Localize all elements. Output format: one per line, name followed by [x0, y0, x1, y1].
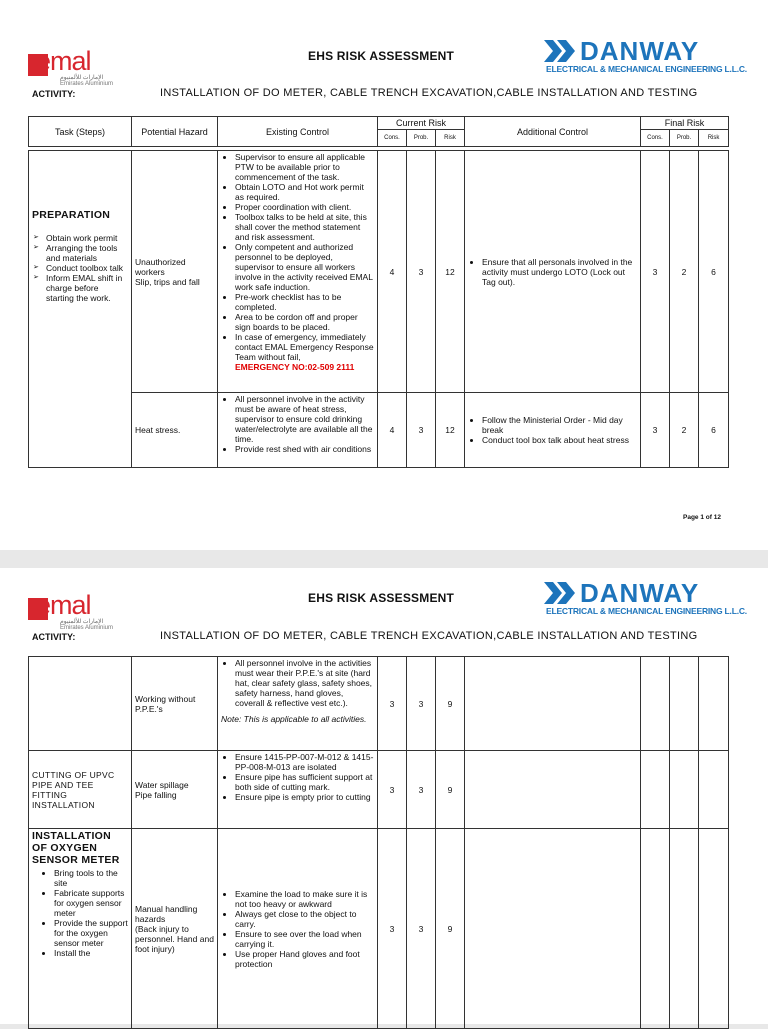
additional-control-cell [465, 151, 641, 393]
existing-control-cell [218, 657, 378, 751]
table-row [29, 829, 729, 1029]
control-item: • Proper coordination with client. [235, 202, 374, 212]
col-fin-prob: Prob. [670, 130, 699, 147]
document-page-2 [0, 568, 768, 1024]
control-item: • Supervisor to ensure all applicable PTW to be available prior to commencement of the task. [235, 152, 374, 182]
control-item: • Area to be cordon off and proper sign boards to be placed. [235, 312, 374, 332]
final-cons [641, 829, 670, 1029]
task-step: • Fabricate supports for oxygen sensor meter [54, 888, 128, 918]
control-item: • In case of emergency, immediately contact EMAL Emergency Response Team without fail, [235, 332, 374, 362]
control-item: • Examine the load to make sure it is not too heavy or awkward [235, 889, 374, 909]
col-cur-cons: Cons. [378, 130, 407, 147]
additional-item: • Ensure that all personals involved in the activity must undergo LOTO (Lock out Tag out). [482, 257, 637, 287]
table-header-row [29, 117, 729, 130]
document-subtitle: INSTALLATION OF DO METER, CABLE TRENCH EXCAVATION,CABLE INSTALLATION AND TESTING [160, 87, 698, 99]
control-item: • Pre-work checklist has to be completed. [235, 292, 374, 312]
final-prob [670, 829, 699, 1029]
control-item: • All personnel involve in the activity must be aware of heat stress, supervisor to ensure cold drinking water/electrolyte are available all the time. [235, 394, 374, 444]
col-task: Task (Steps) [29, 117, 132, 147]
current-cons: 3 [378, 829, 407, 1029]
document-subtitle: INSTALLATION OF DO METER, CABLE TRENCH EXCAVATION,CABLE INSTALLATION AND TESTING [160, 630, 698, 642]
final-prob: 2 [670, 151, 699, 393]
additional-control-cell [465, 393, 641, 468]
table-row [29, 151, 729, 393]
col-cur-risk: Risk [436, 130, 465, 147]
current-prob: 3 [407, 393, 436, 468]
additional-control-cell [465, 751, 641, 829]
final-cons [641, 657, 670, 751]
control-item: • Provide rest shed with air conditions [235, 444, 374, 454]
task-step: ➢ Arranging the tools and materials [46, 243, 128, 263]
task-step: • Install the [54, 948, 128, 958]
current-risk: 9 [436, 751, 465, 829]
col-fin-cons: Cons. [641, 130, 670, 147]
final-risk: 6 [699, 151, 729, 393]
task-step: • Provide the support for the oxygen sensor meter [54, 918, 128, 948]
control-item: • Obtain LOTO and Hot work permit as required. [235, 182, 374, 202]
task-step: ➢ Inform EMAL shift in charge before starting the work. [46, 273, 128, 303]
col-fin-risk: Risk [699, 130, 729, 147]
control-item: • Ensure to see over the load when carrying it. [235, 929, 374, 949]
current-cons: 4 [378, 393, 407, 468]
col-additional-control: Additional Control [465, 117, 641, 147]
task-step: ➢ Obtain work permit [46, 233, 128, 243]
hazard-cell: Working without P.P.E.'s [132, 657, 218, 751]
danway-logo-name: DANWAY [580, 578, 700, 608]
task-title: CUTTING OF UPVC PIPE AND TEE FITTING INSTALLATION [29, 751, 132, 829]
danway-chevron-icon [544, 40, 578, 62]
final-cons: 3 [641, 393, 670, 468]
final-prob [670, 751, 699, 829]
existing-control-cell [218, 829, 378, 1029]
current-risk: 9 [436, 657, 465, 751]
danway-logo-tagline: ELECTRICAL & MECHANICAL ENGINEERING L.L.C. [546, 64, 747, 74]
table-row [29, 393, 729, 468]
document-title: EHS RISK ASSESSMENT [308, 591, 455, 605]
control-item: • Ensure pipe has sufficient support at both side of cutting mark. [235, 772, 374, 792]
current-risk: 12 [436, 151, 465, 393]
current-risk: 12 [436, 393, 465, 468]
risk-assessment-table [28, 116, 729, 468]
task-title: PREPARATION [32, 209, 111, 221]
final-prob [670, 657, 699, 751]
hazard-cell: Water spillage Pipe falling [132, 751, 218, 829]
current-prob: 3 [407, 151, 436, 393]
hazard-cell: Unauthorized workers Slip, trips and fall [132, 151, 218, 393]
danway-logo-name: DANWAY [580, 36, 700, 66]
final-cons [641, 751, 670, 829]
task-step: ➢ Conduct toolbox talk [46, 263, 128, 273]
activity-label: ACTIVITY: [32, 632, 76, 642]
current-prob: 3 [407, 751, 436, 829]
final-prob: 2 [670, 393, 699, 468]
col-cur-prob: Prob. [407, 130, 436, 147]
col-current-risk: Current Risk [378, 117, 465, 130]
document-title: EHS RISK ASSESSMENT [308, 49, 455, 63]
emergency-number: EMERGENCY NO:02-509 2111 [235, 362, 355, 372]
existing-control-cell [218, 151, 378, 393]
control-item: • Only competent and authorized personnel to be deployed, supervisor to ensure all workers involve in the activity received EMAL work safe induction. [235, 242, 374, 292]
task-step: • Bring tools to the site [54, 868, 128, 888]
existing-control-cell [218, 751, 378, 829]
risk-assessment-table-continued [28, 656, 729, 1029]
final-risk [699, 829, 729, 1029]
emal-logo-english: Emirates Aluminium [60, 81, 114, 87]
existing-control-cell [218, 393, 378, 468]
current-prob: 3 [407, 829, 436, 1029]
task-cell [29, 657, 132, 751]
emal-logo-word: emal [36, 590, 91, 620]
control-item: • Toolbox talks to be held at site, this shall cover the method statement and risk assessment. [235, 212, 374, 242]
hazard-cell: Manual handling hazards (Back injury to personnel. Hand and foot injury) [132, 829, 218, 1029]
emal-logo-word: emal [36, 46, 91, 76]
current-cons: 4 [378, 151, 407, 393]
task-title: INSTALLATION OF OXYGEN SENSOR METER [32, 830, 120, 866]
danway-logo [544, 578, 747, 624]
emal-logo [28, 590, 114, 632]
emal-logo-arabic: الإمارات للألمنيوم [60, 75, 104, 81]
table-row [29, 657, 729, 751]
task-cell [29, 151, 132, 468]
control-note: Note: This is applicable to all activities. [221, 714, 367, 724]
activity-label: ACTIVITY: [32, 89, 76, 99]
current-prob: 3 [407, 657, 436, 751]
emal-logo-arabic: الإمارات للألمنيوم [60, 619, 104, 625]
danway-logo-tagline: ELECTRICAL & MECHANICAL ENGINEERING L.L.C. [546, 606, 747, 616]
col-hazard: Potential Hazard [132, 117, 218, 147]
final-risk: 6 [699, 393, 729, 468]
control-item: • Ensure pipe is empty prior to cutting [235, 792, 374, 802]
current-risk: 9 [436, 829, 465, 1029]
danway-chevron-icon [544, 582, 578, 604]
control-item: • Always get close to the object to carry. [235, 909, 374, 929]
emal-logo-english: Emirates Aluminium [60, 625, 114, 631]
additional-control-cell [465, 657, 641, 751]
additional-item: • Conduct tool box talk about heat stress [482, 435, 637, 445]
control-item: • Use proper Hand gloves and foot protection [235, 949, 374, 969]
final-risk [699, 657, 729, 751]
additional-control-cell [465, 829, 641, 1029]
control-item: • All personnel involve in the activities must wear their P.P.E.'s at site (hard hat, clear safety glass, safety shoes, safety harness, hand gloves, coverall & reflective vest etc.). [235, 658, 374, 708]
final-risk [699, 751, 729, 829]
col-final-risk: Final Risk [641, 117, 729, 130]
danway-logo [544, 36, 747, 82]
control-item: • Ensure 1415-PP-007-M-012 & 1415-PP-008-M-013 are isolated [235, 752, 374, 772]
task-cell [29, 829, 132, 1029]
hazard-cell: Heat stress. [132, 393, 218, 468]
emal-logo [28, 46, 114, 88]
final-cons: 3 [641, 151, 670, 393]
current-cons: 3 [378, 751, 407, 829]
table-row [29, 751, 729, 829]
additional-item: • Follow the Ministerial Order - Mid day break [482, 415, 637, 435]
col-existing-control: Existing Control [218, 117, 378, 147]
page-number: Page 1 of 12 [683, 514, 721, 521]
current-cons: 3 [378, 657, 407, 751]
